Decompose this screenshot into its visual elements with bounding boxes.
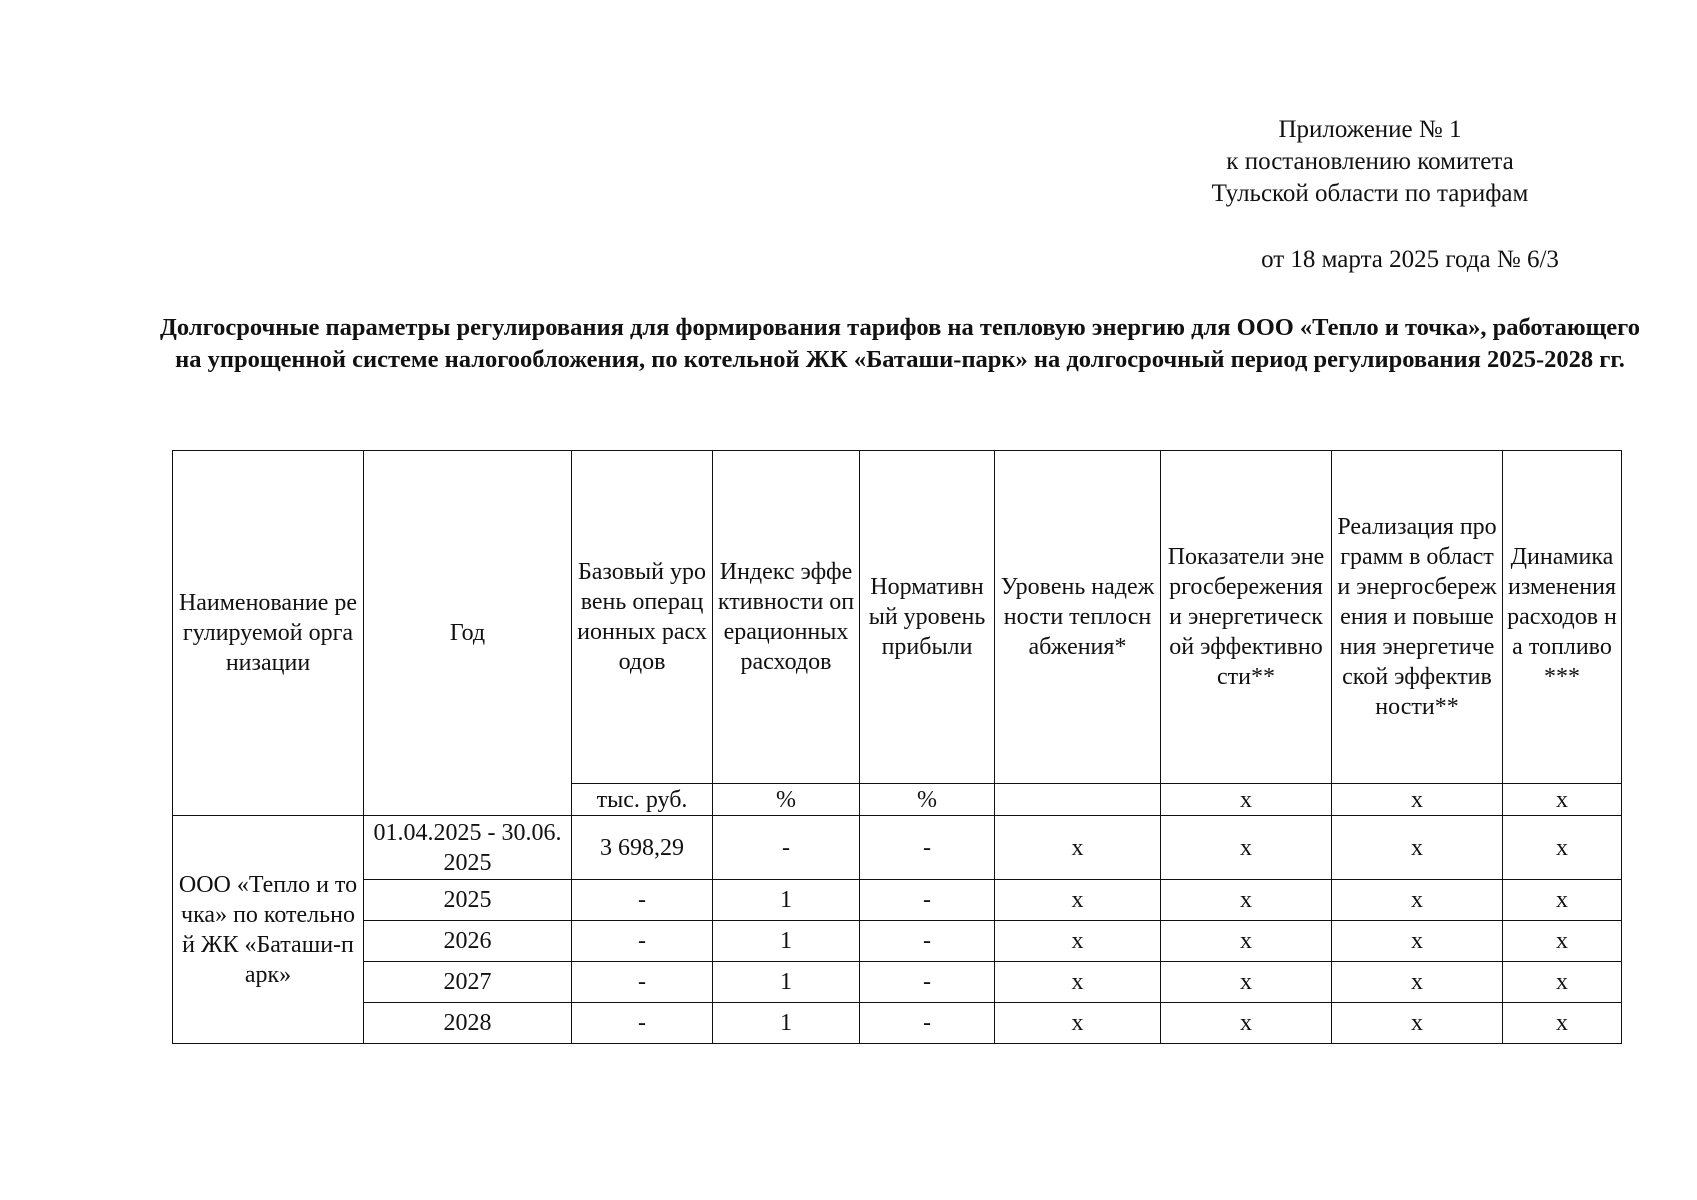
- cell-energy-saving-programs: х: [1332, 816, 1503, 880]
- cell-energy-saving-programs: х: [1332, 962, 1503, 1003]
- appendix-header: [1110, 114, 1630, 210]
- header-reliability: Уровень надежности теплоснабжения*: [995, 451, 1161, 784]
- appendix-reference: к постановлению комитета: [1226, 148, 1514, 175]
- header-fuel-dynamics: Динамика изменения расходов на топливо***: [1503, 451, 1622, 784]
- unit-profit-norm: %: [860, 784, 995, 816]
- table-row: [173, 921, 1622, 962]
- table-row: [173, 880, 1622, 921]
- cell-reliability: х: [995, 962, 1161, 1003]
- cell-base-opex: -: [572, 962, 713, 1003]
- header-profit-norm: Нормативный уровень прибыли: [860, 451, 995, 784]
- cell-energy-saving-indicators: х: [1161, 921, 1332, 962]
- cell-reliability: х: [995, 816, 1161, 880]
- table-row: [173, 816, 1622, 880]
- cell-profit-norm: -: [860, 880, 995, 921]
- cell-profit-norm: -: [860, 816, 995, 880]
- cell-year: 2028: [364, 1003, 572, 1044]
- header-year: Год: [364, 451, 572, 816]
- header-efficiency-index: Индекс эффективности операционных расходов: [713, 451, 860, 784]
- cell-base-opex: -: [572, 1003, 713, 1044]
- decree-date: от 18 марта 2025 года № 6/3: [1261, 246, 1559, 273]
- cell-energy-saving-indicators: х: [1161, 1003, 1332, 1044]
- appendix-number: Приложение № 1: [1278, 116, 1462, 143]
- cell-efficiency-index: 1: [713, 880, 860, 921]
- organization-name: ООО «Тепло и точка» по котельной ЖК «Баташи-парк»: [173, 816, 364, 1044]
- unit-efficiency-index: %: [713, 784, 860, 816]
- table-row: [173, 962, 1622, 1003]
- header-org: Наименование регулируемой организации: [173, 451, 364, 816]
- unit-energy-saving-indicators: х: [1161, 784, 1332, 816]
- cell-energy-saving-indicators: х: [1161, 880, 1332, 921]
- cell-profit-norm: -: [860, 962, 995, 1003]
- unit-fuel-dynamics: х: [1503, 784, 1622, 816]
- cell-energy-saving-programs: х: [1332, 921, 1503, 962]
- cell-energy-saving-programs: х: [1332, 1003, 1503, 1044]
- cell-energy-saving-indicators: х: [1161, 816, 1332, 880]
- cell-reliability: х: [995, 1003, 1161, 1044]
- cell-energy-saving-programs: х: [1332, 880, 1503, 921]
- cell-base-opex: -: [572, 921, 713, 962]
- cell-year: 2027: [364, 962, 572, 1003]
- header-row: [173, 451, 1622, 784]
- cell-efficiency-index: 1: [713, 1003, 860, 1044]
- cell-fuel-dynamics: х: [1503, 962, 1622, 1003]
- parameters-table: [172, 450, 1622, 1044]
- cell-profit-norm: -: [860, 1003, 995, 1044]
- table-row: [173, 1003, 1622, 1044]
- cell-efficiency-index: 1: [713, 921, 860, 962]
- cell-base-opex: 3 698,29: [572, 816, 713, 880]
- cell-year: 2025: [364, 880, 572, 921]
- unit-base-opex: тыс. руб.: [572, 784, 713, 816]
- header-energy-saving-indicators: Показатели энергосбережения и энергетической эффективности**: [1161, 451, 1332, 784]
- document-title: Долгосрочные параметры регулирования для формирования тарифов на тепловую энергию для ООО «Тепло и точка», работающего на упрощенной системе налогообложения, по котельной ЖК «Баташи-парк» на долгосрочный период регулирования 2025-2028 гг.: [160, 314, 1640, 373]
- cell-energy-saving-indicators: х: [1161, 962, 1332, 1003]
- cell-reliability: х: [995, 921, 1161, 962]
- cell-reliability: х: [995, 880, 1161, 921]
- cell-year: 2026: [364, 921, 572, 962]
- cell-fuel-dynamics: х: [1503, 921, 1622, 962]
- cell-profit-norm: -: [860, 921, 995, 962]
- appendix-authority: Тульской области по тарифам: [1211, 180, 1529, 207]
- cell-fuel-dynamics: х: [1503, 1003, 1622, 1044]
- unit-reliability: [995, 784, 1161, 816]
- cell-efficiency-index: -: [713, 816, 860, 880]
- cell-base-opex: -: [572, 880, 713, 921]
- cell-efficiency-index: 1: [713, 962, 860, 1003]
- unit-energy-saving-programs: х: [1332, 784, 1503, 816]
- header-energy-saving-programs: Реализация программ в области энергосбережения и повышения энергетической эффективности**: [1332, 451, 1503, 784]
- header-base-opex: Базовый уровень операционных расходов: [572, 451, 713, 784]
- cell-fuel-dynamics: х: [1503, 816, 1622, 880]
- cell-fuel-dynamics: х: [1503, 880, 1622, 921]
- cell-year: 01.04.2025 - 30.06.2025: [364, 816, 572, 880]
